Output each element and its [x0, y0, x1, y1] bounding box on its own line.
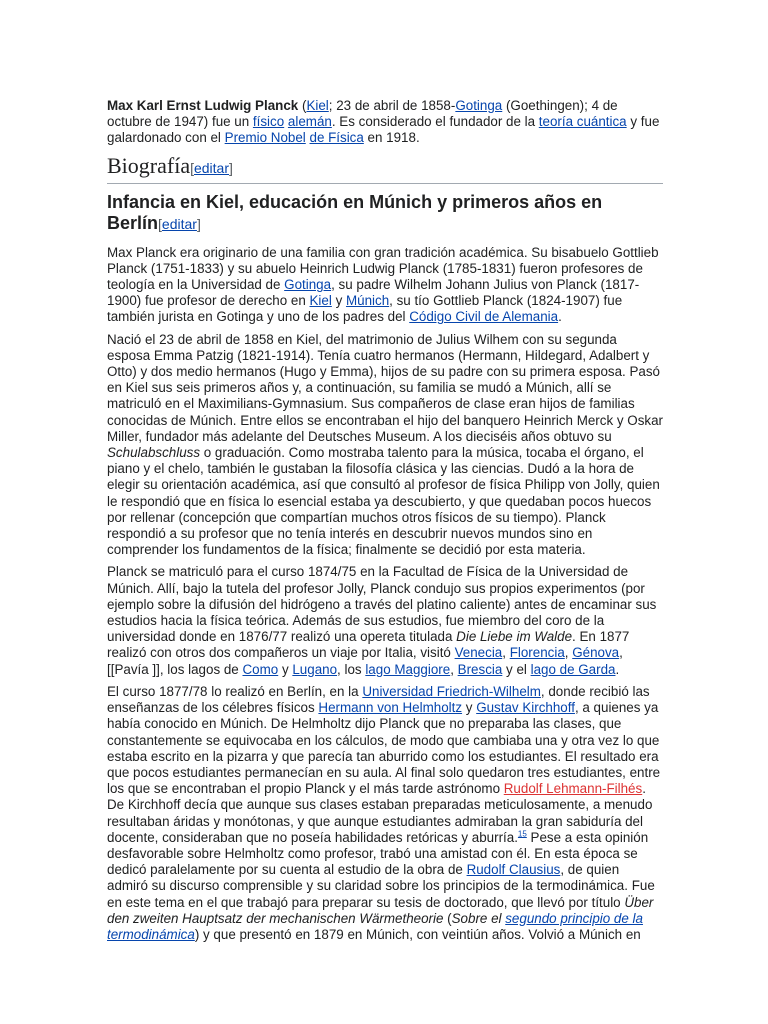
- reference-link[interactable]: 15: [517, 829, 527, 839]
- link-lago-maggiore[interactable]: lago Maggiore: [365, 661, 451, 677]
- link-brescia[interactable]: Brescia: [457, 661, 503, 677]
- link-lugano[interactable]: Lugano: [292, 661, 338, 677]
- link-kirchhoff[interactable]: Gustav Kirchhoff: [476, 700, 575, 716]
- link-clausius[interactable]: Rudolf Clausius: [466, 862, 561, 878]
- link-aleman[interactable]: alemán: [287, 114, 332, 130]
- paragraph-nacimiento: Nació el 23 de abril de 1858 en Kiel, del matrimonio de Julius Wilhem con su segunda esposa Emma Patzig (1821-1914). Tenía cuatro hermanos (Hermann, Hildegard, Adalbert y Otto) y dos medio hermanos (Hugo y Emma), hijos de su padre con su primera esposa. Pasó en Kiel sus seis primeros años y, a continuación, su familia se mudó a Múnich, allí se matriculó en el Maximilians-Gymnasium. Sus compañeros de clase eran hijos de familias conocidas de Múnich. Entre ellos se encontraban el hijo del banquero Heinrich Merck y Oskar Miller, fundador más adelante del Deutsches Museum. A los dieciséis años obtuvo su Schulabschluss o graduación. Como mostraba talento para la música, tocaba el órgano, el piano y el chelo, también le gustaban la filosofía clásica y las ciencias. Dudó a la hora de elegir su orientación académica, así que consultó al profesor de física Philipp von Jolly, quien le respondió que en física lo esencial estaba ya descubierto, y que quedaban pocos huecos por rellenar (concepción que compartían muchos otros físicos de su tiempo). Planck respondió a su profesor que no tenía interés en descubrir nuevos mundos sino en comprender los fundamentos de la física; finalmente se decidió por esta materia.: [107, 331, 664, 558]
- paragraph-familia: Max Planck era originario de una familia con gran tradición académica. Su bisabuelo Gottlieb Planck (1751-1833) y su abuelo Heinrich Ludwig Planck (1785-1831) fueron profesores de teología en la Universidad de Gotinga, su padre Wilhelm Johann Julius von Planck (1817-1900) fue profesor de derecho en Kiel y Múnich, su tío Gottlieb Planck (1824-1907) fue también jurista en Gotinga y uno de los padres del Código Civil de Alemania.: [107, 244, 659, 325]
- link-gotinga[interactable]: Gotinga: [284, 277, 332, 293]
- link-codigo-civil[interactable]: Código Civil de Alemania: [409, 309, 559, 325]
- subject-name: Max Karl Ernst Ludwig Planck: [107, 98, 299, 113]
- link-venecia[interactable]: Venecia: [454, 645, 503, 661]
- paragraph-universidad-munich: Planck se matriculó para el curso 1874/75 en la Facultad de Física de la Universidad de Múnich. Allí, bajo la tutela del profesor Jolly, Planck condujo sus propios experimentos (por ejemplo sobre la difusión del hidrógeno a través del platino caliente) antes de encaminar sus estudios hacia la física teórica. Además de sus estudios, fue miembro del coro de la universidad donde en 1876/77 realizó una opereta titulada Die Liebe im Walde. En 1877 realizó con otros dos compañeros un viaje por Italia, visitó Venecia, Florencia, Génova, [[Pavía ]], los lagos de Como y Lugano, los lago Maggiore, Brescia y el lago de Garda.: [107, 564, 657, 677]
- link-segundo-principio[interactable]: segundo principio de la termodinámica: [107, 910, 643, 942]
- link-fisico[interactable]: físico: [252, 114, 285, 130]
- article: [107, 98, 663, 949]
- edit-link[interactable]: editar: [161, 215, 197, 232]
- intro-paragraph: Max Karl Ernst Ludwig Planck (Kiel; 23 de abril de 1858-Gotinga (Goethingen); 4 de octubre de 1947) fue un físico alemán. Es considerado el fundador de la teoría cuántica y fue galardonado con el Premio Nobel de Física en 1918.: [107, 98, 660, 146]
- link-universidad-friedrich-wilhelm[interactable]: Universidad Friedrich-Wilhelm: [362, 683, 541, 699]
- link-de-fisica[interactable]: de Física: [309, 130, 364, 146]
- link-lago-de-garda[interactable]: lago de Garda: [530, 661, 616, 677]
- link-munich[interactable]: Múnich: [345, 293, 390, 309]
- edit-section-infancia: [editar]: [158, 215, 201, 232]
- link-gotinga[interactable]: Gotinga: [455, 98, 503, 113]
- link-kiel[interactable]: Kiel: [306, 98, 329, 113]
- link-genova[interactable]: Génova: [572, 645, 620, 661]
- link-helmholtz[interactable]: Hermann von Helmholtz: [318, 700, 463, 716]
- link-como[interactable]: Como: [242, 661, 279, 677]
- link-teoria-cuantica[interactable]: teoría cuántica: [538, 114, 627, 130]
- subsection-heading-infancia: Infancia en Kiel, educación en Múnich y primeros años en Berlín[editar]: [107, 191, 603, 233]
- link-florencia[interactable]: Florencia: [509, 645, 565, 661]
- link-premio-nobel[interactable]: Premio Nobel: [224, 130, 306, 146]
- edit-section-biografia: [editar]: [190, 159, 233, 176]
- link-kiel[interactable]: Kiel: [309, 293, 332, 309]
- paragraph-berlin: El curso 1877/78 lo realizó en Berlín, en la Universidad Friedrich-Wilhelm, donde recibió las enseñanzas de los célebres físicos Hermann von Helmholtz y Gustav Kirchhoff, a quienes ya había conocido en Múnich. De Helmholtz dijo Planck que no preparaba las clases, que constantemente se equivocaba en los cálculos, de modo que cambiaba una y otra vez lo que estaba escrito en la pizarra y que parecía tan aburrido como los estudiantes. El resultado era que pocos estudiantes permanecían en su aula. Al final solo quedaron tres estudiantes, entre los que se encontraban el propio Planck y el más tarde astrónomo Rudolf Lehmann-Filhés. De Kirchhoff decía que aunque sus clases estaban preparadas meticulosamente, a menudo resultaban áridas y monótonas, y que aunque estudiantes admiraban la gran sabiduría del docente, consideraban que no poseía habilidades retóricas y aburría.$^{15}$ Pese a esta opinión desfavorable sobre Helmholtz como profesor, trabó una amistad con él. En esta época se dedicó paralelamente por su cuenta al estudio de la obra de Rudolf Clausius, de quien admiró su discurso comprensible y su claridad sobre los principios de la termodinámica. Fue en este tema en el que trabajó para preparar su tesis de doctorado, que llevó por título Über den zweiten Hauptsatz der mechanischen Wärmetheorie (Sobre el segundo principio de la termodinámica) y que presentó en 1879 en Múnich, con veintiún años. Volvió a Múnich en: [107, 683, 661, 942]
- link-lehmann-filhes[interactable]: Rudolf Lehmann-Filhés: [503, 781, 643, 797]
- edit-link[interactable]: editar: [193, 159, 230, 176]
- section-heading-biografia: Biografía[editar]: [107, 153, 663, 184]
